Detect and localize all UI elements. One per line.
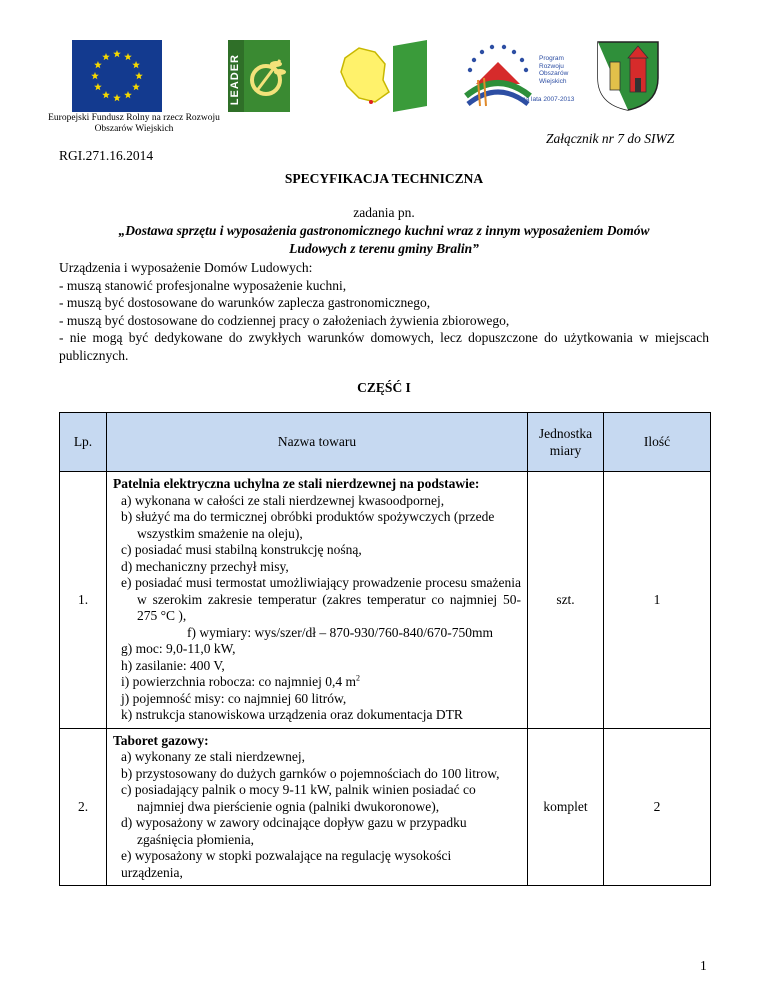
intro-item: - muszą być dostosowane do codziennej pracy o założeniach żywienia zbiorowego, bbox=[59, 312, 510, 328]
intro-item: - nie mogą być dedykowane do zwykłych warunków domowych, lecz dopuszczone do użytkowania w miejscach publicznych. bbox=[59, 330, 709, 363]
intro-requirements bbox=[59, 259, 709, 364]
row-item: b) służyć ma do termicznej obróbki produktów spożywczych (przede wszystkim smażenie na oleju), bbox=[121, 509, 495, 541]
prow-logo bbox=[458, 40, 578, 112]
row-item: urządzenia, bbox=[121, 864, 183, 880]
row-description bbox=[107, 728, 528, 886]
task-name: „Dostawa sprzętu i wyposażenia gastronomicznego kuchni wraz z innym wyposażeniem Domów Ludowych z terenu gminy Bralin” bbox=[118, 223, 650, 256]
row-item: c) posiadający palnik o mocy 9-11 kW, palnik winien posiadać co najmniej dwa pierścienie ognia (palniki dwukoronowe), bbox=[121, 782, 476, 814]
header-unit: Jednostka miary bbox=[528, 413, 604, 472]
table-row bbox=[60, 472, 711, 729]
task-label: zadania pn. bbox=[353, 205, 415, 220]
document-title: SPECYFIKACJA TECHNICZNA bbox=[284, 171, 484, 186]
eu-logo bbox=[72, 40, 162, 112]
part-title: CZĘŚĆ I bbox=[357, 380, 411, 395]
row-item: k) nstrukcja stanowiskowa urządzenia oraz dokumentacja DTR bbox=[121, 707, 463, 722]
row-item: c) posiadać musi stabilną konstrukcję nośną, bbox=[121, 542, 362, 557]
row-item: h) zasilanie: 400 V, bbox=[121, 657, 225, 673]
row-title: Patelnia elektryczna uchylna ze stali nierdzewnej na podstawie: bbox=[113, 476, 480, 491]
page-number: 1 bbox=[700, 958, 707, 973]
gmina-coat-of-arms bbox=[596, 40, 660, 112]
row-item: i) powierzchnia robocza: co najmniej 0,4 $m^2$ bbox=[121, 673, 361, 689]
row-item: f) wymiary: wys/szer/dł – 870-930/760-840/670-750mm bbox=[187, 624, 493, 640]
row-item: g) moc: 9,0-11,0 kW, bbox=[121, 641, 236, 656]
row-item: e) posiadać musi termostat umożliwiający prowadzenie procesu smażenia w szerokim zakresie temperatur (zakres temperatur co najmniej 50-275 °C ), bbox=[121, 575, 521, 623]
row-qty: 2 bbox=[604, 728, 711, 886]
row-item: a) wykonany ze stali nierdzewnej, bbox=[121, 749, 306, 764]
table-header-row bbox=[60, 413, 711, 472]
row-item: d) wyposażony w zawory odcinające dopływ gazu w przypadku zgaśnięcia płomienia, bbox=[121, 815, 467, 847]
table-row bbox=[60, 728, 711, 886]
row-qty: 1 bbox=[604, 472, 711, 729]
row-item: a) wykonana w całości ze stali nierdzewnej kwasoodpornej, bbox=[121, 492, 445, 508]
row-item: d) mechaniczny przechył misy, bbox=[121, 558, 289, 574]
reference-number: RGI.271.16.2014 bbox=[59, 148, 154, 163]
intro-item: - muszą stanowić profesjonalne wyposażenie kuchni, bbox=[59, 277, 347, 293]
row-unit: szt. bbox=[528, 472, 604, 729]
row-description bbox=[107, 472, 528, 729]
row-title: Taboret gazowy: bbox=[113, 732, 209, 748]
leader-text: LEADER bbox=[229, 54, 241, 106]
prow-text: Program Rozwoju Obszarów Wiejskich bbox=[539, 55, 569, 85]
spec-table bbox=[59, 412, 711, 886]
intro-item: - muszą być dostosowane do warunków zaplecza gastronomicznego, bbox=[59, 295, 431, 310]
header-qty: Ilość bbox=[604, 413, 711, 472]
leader-logo bbox=[228, 40, 290, 112]
header-lp: Lp. bbox=[60, 413, 107, 472]
row-unit: komplet bbox=[528, 728, 604, 886]
row-item: b) przystosowany do dużych garnków o pojemnościach do 100 litrow, bbox=[121, 765, 500, 781]
eu-caption: Europejski Fundusz Rolny na rzecz Rozwoju Obszarów Wiejskich bbox=[48, 113, 220, 134]
attachment-label: Załącznik nr 7 do SIWZ bbox=[546, 131, 675, 146]
prow-years: na lata 2007-2013 bbox=[522, 96, 575, 103]
intro-lead: Urządzenia i wyposażenie Domów Ludowych: bbox=[59, 260, 313, 275]
row-item: e) wyposażony w stopki pozwalające na regulację wysokości bbox=[121, 848, 452, 863]
superscript-2: 2 bbox=[356, 673, 361, 683]
header-name: Nazwa towaru bbox=[107, 413, 528, 472]
row-lp: 1. bbox=[60, 472, 107, 729]
row-item: j) pojemność misy: co najmniej 60 litrów, bbox=[121, 690, 347, 706]
wielkopolska-logo bbox=[335, 40, 435, 112]
row-lp: 2. bbox=[60, 728, 107, 886]
